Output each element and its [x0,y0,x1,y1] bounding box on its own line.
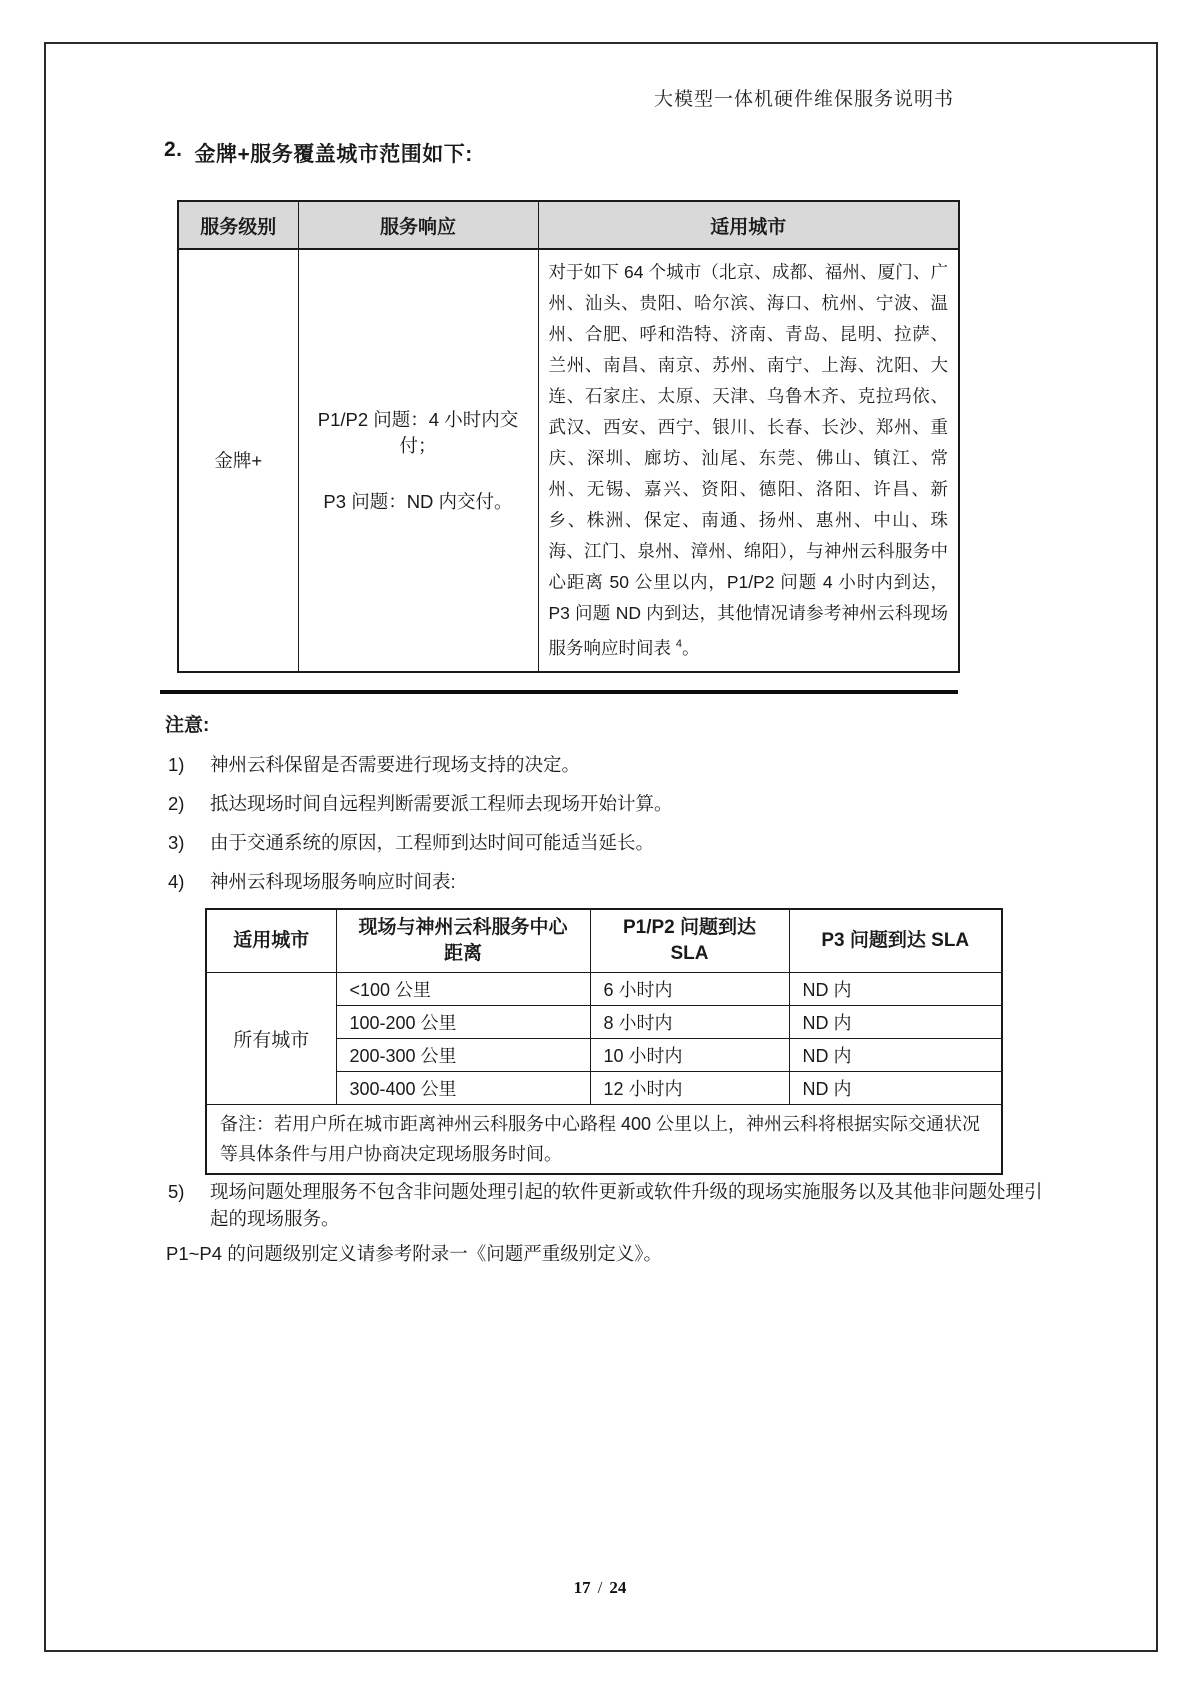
p12-sla-cell: 8 小时内 [590,1006,789,1039]
response-time-header-row [206,909,1002,973]
distance-cell: 300-400 公里 [336,1072,590,1105]
page-number [0,1578,1200,1598]
applicable-cities-header: 适用城市 [538,201,959,249]
notes-list [168,753,1048,909]
p12-sla-header [590,909,789,973]
p3-sla-header: P3 问题到达 SLA [789,909,1002,973]
note-item-5 [168,1178,1046,1232]
remark-cell: 备注：若用户所在城市距离神州云科服务中心路程 400 公里以上，神州云科将根据实际交通状况等具体条件与用户协商决定现场服务时间。 [206,1105,1002,1175]
note-3-number: 3) [168,832,185,853]
cities-suffix: 。 [682,637,700,658]
service-response-cell [298,249,538,672]
distance-header-line2: 距离 [443,943,482,964]
service-response-header: 服务响应 [298,201,538,249]
note-1-text: 神州云科保留是否需要进行现场支持的决定。 [210,754,581,775]
distance-header-line1: 现场与神州云科服务中心 [358,917,568,938]
distance-cell: <100 公里 [336,973,590,1006]
note-item-3 [168,831,1048,855]
p3-sla-cell: ND 内 [789,1039,1002,1072]
service-table-header-row [178,201,959,249]
severity-definition-footnote: P1~P4 的问题级别定义请参考附录一《问题严重级别定义》。 [166,1243,662,1264]
note-4-number: 4) [168,871,185,892]
p12-sla-cell: 12 小时内 [590,1072,789,1105]
note-4-text: 神州云科现场服务响应时间表: [210,871,456,892]
remark-row [206,1105,1002,1175]
applicable-cities-cell [538,249,959,672]
notice-label: 注意: [165,715,210,736]
p3-sla-cell: ND 内 [789,973,1002,1006]
service-level-header: 服务级别 [178,201,298,249]
note-5-text: 现场问题处理服务不包含非问题处理引起的软件更新或软件升级的现场实施服务以及其他非问题处理引起的现场服务。 [210,1181,1043,1229]
note-5-number: 5) [168,1181,185,1202]
p12-sla-cell: 10 小时内 [590,1039,789,1072]
service-coverage-table [177,200,960,673]
response-p12-line: P1/P2 问题：4 小时内交付； [317,409,519,457]
page-total: 24 [609,1578,627,1597]
note-1-number: 1) [168,754,185,775]
response-time-table [205,908,1003,1175]
section-title [164,138,473,168]
p12-sla-header-line2: SLA [670,943,709,964]
city-header: 适用城市 [206,909,336,973]
note-3-text: 由于交通系统的原因，工程师到达时间可能适当延长。 [210,832,655,853]
note-2-text: 抵达现场时间自远程判断需要派工程师去现场开始计算。 [210,793,673,814]
p3-sla-cell: ND 内 [789,1006,1002,1039]
distance-header [336,909,590,973]
response-p3-line: P3 问题：ND 内交付。 [323,491,513,513]
distance-cell: 200-300 公里 [336,1039,590,1072]
page-separator: / [597,1578,603,1597]
section-divider-rule [160,690,958,694]
table-row [206,973,1002,1006]
note-item-1 [168,753,1048,777]
p3-sla-cell: ND 内 [789,1072,1002,1105]
service-table-row [178,249,959,672]
note-2-number: 2) [168,793,185,814]
cities-text: 对于如下 64 个城市（北京、成都、福州、厦门、广州、汕头、贵阳、哈尔滨、海口、杭州、宁波、温州、合肥、呼和浩特、济南、青岛、昆明、拉萨、兰州、南昌、南京、苏州、南宁、上海、沈阳、大连、石家庄、太原、天津、乌鲁木齐、克拉玛依、武汉、西安、西宁、银川、长春、长沙、郑州、重庆、深圳、廊坊、汕尾、东莞、佛山、镇江、常州、无锡、嘉兴、资阳、德阳、洛阳、许昌、新乡、株洲、保定、南通、扬州、惠州、中山、珠海、江门、泉州、漳州、绵阳），与神州云科服务中心距离 50 公里以内，P1/P2 问题 4 小时内到达，P3 问题 ND 内到达，其他情况请参考神州云科现场服务响应时间表 [548,262,948,658]
p12-sla-cell: 6 小时内 [590,973,789,1006]
note-item-4 [168,870,1048,894]
distance-cell: 100-200 公里 [336,1006,590,1039]
section-number: 2. [164,138,183,161]
service-level-cell: 金牌+ [178,249,298,672]
p12-sla-header-line1: P1/P2 问题到达 [622,917,757,938]
cities-footnote-ref: 4 [675,638,682,650]
note-item-2 [168,792,1048,816]
page-current: 17 [573,1578,591,1597]
city-group-cell: 所有城市 [206,973,336,1105]
section-title-text: 金牌+服务覆盖城市范围如下: [194,143,473,166]
document-header-title: 大模型一体机硬件维保服务说明书 [653,89,954,110]
